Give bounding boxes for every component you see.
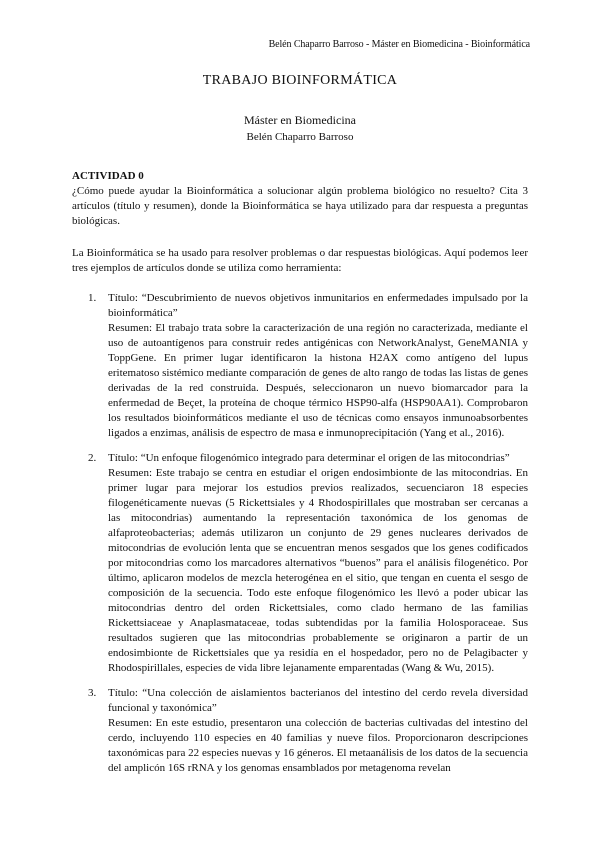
activity-question: ¿Cómo puede ayudar la Bioinformática a solucionar algún problema biológico no resuelto? Cita 3 artículos (título y resumen), donde la Bioinformática se haya utilizado para dar respuesta a preguntas biológicas. [72, 185, 528, 227]
article-title: Título: “Un enfoque filogenómico integrado para determinar el origen de las mitocondrias” [108, 452, 510, 464]
article-summary: Resumen: Este trabajo se centra en estudiar el origen endosimbionte de las mitocondrias. En primer lugar para mejorar los estudios previos realizados, secuenciaron 18 especies filogenéticamente nuevas (5 Rickettsiales y 4 Rhodospirillales que mostraban ser cercanas a las mitocondrias) aumentando la representación taxonómica de los genomas de alfaproteobacterias; además utilizaron un conjunto de 29 genes nucleares derivados de mitocondrias de evolución lenta que se encuentran menos sesgados que los genes codificados por mitocondrias como los marcadores alternativos “buenos” para el análisis filogenético. Por último, aplicaron modelos de mezcla heterogénea en el sitio, que tengan en cuenta el sesgo de composición de la secuencia. Todo este enfoque filogenómico les llevó a poder ubicar las mitocondrias dentro del orden Rickettsiales, como clado hermano de las familias Rickettsiaceae y Anaplasmataceae, todas subtendidas por la familia Holosporaceae. Sus resultados sugieren que las mitocondrias probablemente se originaron a partir de un endosimbionte de Rickettsiales que ya residía en el hospedador, pero no de Pelagibacter y Rhodospirillales, especies de vida libre lejanamente emparentadas (Wang & Wu, 2015). [108, 467, 528, 674]
running-header: Belén Chaparro Barroso - Máster en Biomedicina - Bioinformática [268, 39, 530, 50]
article-title: Título: “Descubrimiento de nuevos objetivos inmunitarios en enfermedades impulsado por la bioinformática” [108, 292, 528, 319]
intro-paragraph: La Bioinformática se ha usado para resolver problemas o dar respuestas biológicas. Aquí podemos leer tres ejemplos de artículos donde se utiliza como herramienta: [72, 247, 528, 274]
document-subtitle: Máster en Biomedicina [244, 113, 356, 127]
document-author: Belén Chaparro Barroso [246, 131, 354, 143]
document-title: TRABAJO BIOINFORMÁTICA [202, 73, 398, 88]
article-summary: Resumen: El trabajo trata sobre la caracterización de una región no caracterizada, mediante el uso de autoantígenos para construir redes antigénicas con NetworkAnalyst, GeneMANIA y ToppGene. En primer lugar identificaron la histona H2AX como antígeno del lupus eritematoso sistémico mediante comparación de genes de alto rango de todas las listas de genes derivadas de la red construida. Después, seleccionaron un nuevo biomarcador para la enfermedad de Beçet, la proteína de choque térmico HSP90-alfa (HSP90AA1). Comprobaron los resultados bioinformáticos mediante el uso de técnicas como ensayos inmunoabsorbentes ligados a enzimas, análisis de espectro de masa e inmunoprecipitación (Yang et al., 2016). [108, 322, 528, 439]
activity-heading: ACTIVIDAD 0 [72, 170, 144, 182]
article-summary: Resumen: En este estudio, presentaron una colección de bacterias cultivadas del intestino del cerdo, incluyendo 110 especies en 40 familias y nueve filos. Proporcionaron descripciones taxonómicas para 22 especies nuevas y 16 géneros. El metaanálisis de los datos de la secuencia del amplicón 16S rRNA y los genomas ensamblados por metagenoma revelan [108, 717, 528, 774]
article-number: 2. [88, 452, 97, 464]
article-title: Título: “Una colección de aislamientos bacterianos del intestino del cerdo revela diversidad funcional y taxonómica” [108, 687, 528, 714]
article-number: 3. [88, 687, 97, 699]
article-number: 1. [88, 292, 97, 304]
